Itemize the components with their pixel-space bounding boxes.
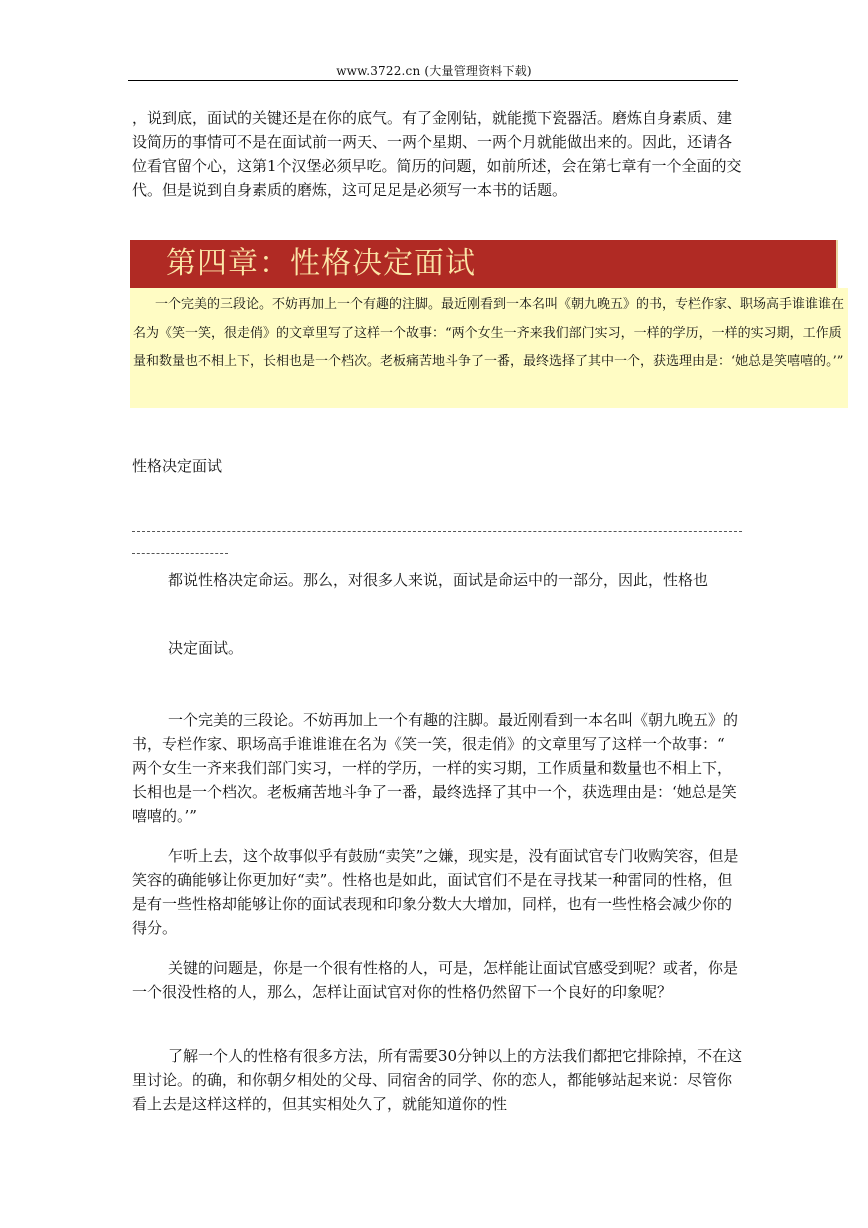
paragraph-text: 两个女生一齐来我们部门实习，一样的学历，一样的实习期，工作质量和数量也不相上下，长相也是一个档次。老板痛苦地斗争了一番，最终选择了其中一个，获选理由是：‘她总是笑嘻嘻的。’” <box>132 759 737 825</box>
chapter-banner <box>130 240 838 288</box>
section-heading: 性格决定面试 <box>132 457 223 475</box>
body-paragraph <box>132 1044 744 1116</box>
header-rule <box>128 80 738 81</box>
body-paragraph <box>132 568 744 592</box>
body-paragraph <box>132 636 744 660</box>
chapter-summary-text: 一个完美的三段论。不妨再加上一个有趣的注脚。最近刚看到一本名叫《朝九晚五》的书，专栏作家、职场高手谁谁谁在名为《笑一笑，很走俏》的文章里写了这样一个故事：“两个女生一齐来我们部门实习，一样的学历，一样的实习期，工作质量和数量也不相上下，长相也是一个档次。老板痛苦地斗争了一番，最终选择了其中一个，获选理由是：‘她总是笑嘻嘻的。’” <box>133 297 845 369</box>
body-paragraph <box>132 956 744 1004</box>
dashed-divider <box>132 531 742 532</box>
body-paragraph <box>132 844 744 940</box>
body-paragraph <box>132 708 744 828</box>
chapter-summary <box>130 288 848 408</box>
paragraph-text: 关键的问题是，你是一个很有性格的人，可是，怎样能让面试官感受到呢？或者，你是一个很没性格的人，那么，怎样让面试官对你的性格仍然留下一个良好的印象呢？ <box>132 959 739 1001</box>
paragraph-text: 都说性格决定命运。那么，对很多人来说，面试是命运中的一部分，因此，性格也 <box>168 571 709 589</box>
paragraph-text: 决定面试。 <box>168 639 244 657</box>
paragraph-text: 一个完美的三段论。不妨再加上一个有趣的注脚。最近刚看到一本名叫《朝九晚五》的书，专栏作家、职场高手谁谁谁在名为《笑一笑，很走俏》的文章里写了这样一个故事：“ <box>132 711 739 753</box>
intro-paragraph: ，说到底，面试的关键还是在你的底气。有了金刚钻，就能揽下瓷器活。磨炼自身素质、建设简历的事情可不是在面试前一两天、一两个星期、一两个月就能做出来的。因此，还请各位看官留个心，这第1个汉堡必须早吃。简历的问题，如前所述，会在第七章有一个全面的交代。但是说到自身素质的磨炼，这可足足是必须写一本书的话题。 <box>132 109 742 199</box>
chapter-title: 第四章：性格决定面试 <box>166 246 476 281</box>
page-header: www.3722.cn (大量管理资料下载) <box>336 64 532 78</box>
paragraph-text: 了解一个人的性格有很多方法，所有需要30分钟以上的方法我们都把它排除掉，不在这里讨论。的确，和你朝夕相处的父母、同宿舍的同学、你的恋人，都能够站起来说：尽管你看上去是这样这样的，但其实相处久了，就能知道你的性 <box>132 1047 743 1113</box>
paragraph-text: 乍听上去，这个故事似乎有鼓励“卖笑”之嫌，现实是，没有面试官专门收购笑容，但是笑容的确能够让你更加好“卖”。性格也是如此，面试官们不是在寻找某一种雷同的性格，但是有一些性格却能够让你的面试表现和印象分数大大增加，同样，也有一些性格会减少你的得分。 <box>132 847 739 937</box>
dashed-divider-tail <box>132 553 228 554</box>
